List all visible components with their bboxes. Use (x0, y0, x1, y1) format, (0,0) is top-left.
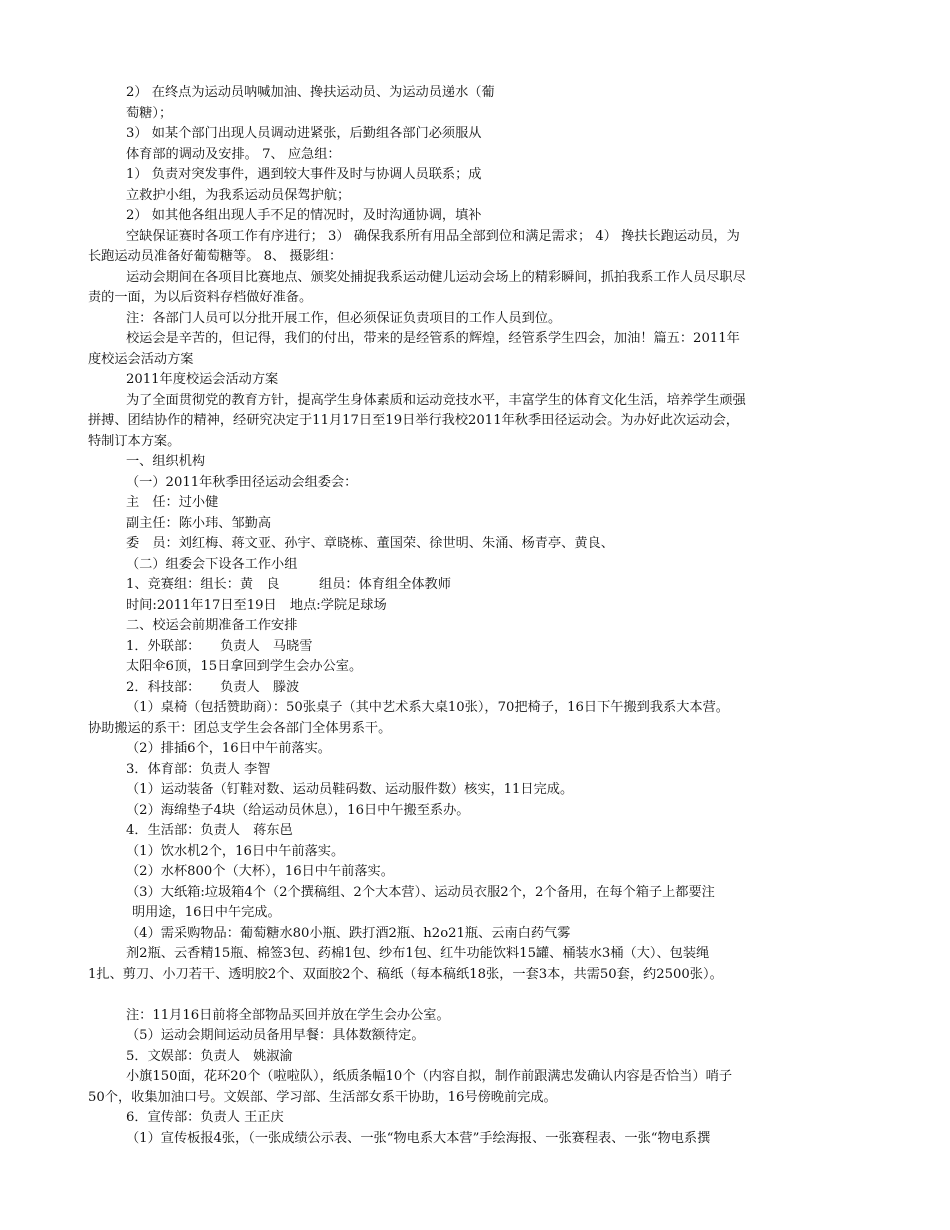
text-line: 空缺保证赛时各项工作有序进行； 3） 确保我系所有用品全部到位和满足需求； 4） 搀扶长跑运动员，为 (126, 228, 740, 244)
text-line: 注：各部门人员可以分批开展工作，但必须保证负责项目的工作人员到位。 (126, 310, 562, 326)
text-line: （4）需采购物品：葡萄糖水80小瓶、跌打酒2瓶、h2o21瓶、云南白药气雾 (126, 925, 571, 941)
text-line: 长跑运动员准备好葡萄糖等。 8、 摄影组： (88, 249, 343, 264)
text-line: 明用途，16日中午完成。 (132, 905, 281, 920)
text-line: 2） 在终点为运动员呐喊加油、搀扶运动员、为运动员递水（葡 (126, 85, 495, 100)
text-line: 校运会是辛苦的，但记得，我们的付出，带来的是经管系的辉煌，经管系学生四会，加油！篇五：2011年 (126, 331, 740, 346)
text-line: （1）桌椅（包括赞助商）：50张桌子（其中艺术系大桌10张），70把椅子，16日下午搬到我系大本营。 (126, 700, 729, 715)
text-line: 5．文娱部：负责人 姚淑渝 (126, 1048, 293, 1064)
text-line: （3）大纸箱:垃圾箱4个（2个撰稿组、2个大本营）、运动员衣服2个，2个备用，在每个箱子上都要注 (126, 884, 715, 900)
text-line: 副主任：陈小玮、邹勤高 (126, 515, 272, 531)
text-line: 1扎、剪刀、小刀若干、透明胶2个、双面胶2个、稿纸（每本稿纸18张，一套3本，共需50套，约2500张）。 (88, 966, 723, 982)
text-line: 小旗150面，花环20个（啦啦队），纸质条幅10个（内容自拟，制作前跟满忠发确认内容是否恰当）哨子 (126, 1069, 733, 1084)
text-line: 2011年度校运会活动方案 (126, 372, 279, 387)
text-line: 一、组织机构 (126, 454, 206, 469)
text-line: （2）排插6个，16日中午前落实。 (126, 741, 331, 756)
text-line (88, 985, 878, 1006)
text-line: 为了全面贯彻党的教育方针，提高学生身体素质和运动竞技水平，丰富学生的体育文化生活，培养学生顽强 (126, 392, 746, 408)
text-line: （一）2011年秋季田径运动会组委会： (126, 474, 358, 490)
text-line: 体育部的调动及安排。 7、 应急组： (126, 146, 341, 162)
text-line: 4．生活部：负责人 蒋东邑 (126, 823, 293, 838)
text-line: 2．科技部： 负责人 滕波 (126, 679, 300, 695)
text-line: 二、校运会前期准备工作安排 (126, 618, 298, 633)
text-line: （1）宣传板报4张，（一张成绩公示表、一张“物电系大本营”手绘海报、一张赛程表、一张“物电系撰 (126, 1130, 711, 1146)
text-line: 拼搏、团结协作的精神，经研究决定于11月17日至19日举行我校2011年秋季田径运动会。为办好此次运动会， (88, 413, 739, 428)
text-line: 太阳伞6顶，15日拿回到学生会办公室。 (126, 659, 363, 674)
text-line: 1．外联部： 负责人 马晓雪 (126, 638, 313, 654)
text-line: （5）运动会期间运动员备用早餐：具体数额待定。 (126, 1028, 425, 1043)
text-line: 特制订本方案。 (88, 433, 181, 449)
text-line: 萄糖）； (126, 105, 173, 121)
text-line: 协助搬运的系干：团总支学生会各部门全体男系干。 (88, 720, 392, 736)
document-body (88, 83, 878, 1149)
text-line: 责的一面，为以后资料存档做好准备。 (88, 290, 313, 305)
text-line: 1、竞赛组：组长：黄 良 组员：体育组全体教师 (126, 577, 451, 592)
text-line: 度校运会活动方案 (88, 351, 194, 367)
text-line: 立救护小组，为我系运动员保驾护航； (126, 187, 351, 203)
text-line: 3．体育部：负责人 李智 (126, 761, 271, 777)
text-line: （1）饮水机2个，16日中午前落实。 (126, 843, 345, 859)
text-line: 运动会期间在各项目比赛地点、颁奖处捕捉我系运动健儿运动会场上的精彩瞬间，抓拍我系工作人员尽职尽 (126, 269, 746, 285)
text-line: 1） 负责对突发事件，遇到较大事件及时与协调人员联系；成 (126, 167, 482, 182)
text-line: 时间:2011年17日至19日 地点:学院足球场 (126, 597, 387, 613)
text-line: （2）海绵垫子4块（给运动员休息），16日中午搬至系办。 (126, 802, 470, 818)
text-line: 委 员：刘红梅、蒋文亚、孙宇、章晓栋、董国荣、徐世明、朱涌、杨青亭、黄良、 (126, 536, 614, 551)
text-line: （2）水杯800个（大杯），16日中午前落实。 (126, 864, 394, 879)
text-line: 主 任：过小健 (126, 495, 219, 510)
text-line: 剂2瓶、云香精15瓶、棉签3包、药棉1包、纱布1包、红牛功能饮料15罐、桶装水3桶（大）、包装绳 (126, 946, 710, 961)
text-line: 2） 如其他各组出现人手不足的情况时，及时沟通协调，填补 (126, 208, 482, 223)
text-line: 6．宣传部：负责人 王正庆 (126, 1110, 284, 1125)
text-line: （1）运动装备（钉鞋对数、运动员鞋码数、运动服件数）核实，11日完成。 (126, 782, 574, 797)
text-line: 50个，收集加油口号。文娱部、学习部、生活部女系干协助，16号傍晚前完成。 (88, 1089, 557, 1105)
text-line: 注：11月16日前将全部物品买回并放在学生会办公室。 (126, 1007, 450, 1023)
text-line: （二）组委会下设各工作小组 (126, 556, 298, 572)
text-line: 3） 如某个部门出现人员调动进紧张，后勤组各部门必须服从 (126, 126, 482, 141)
